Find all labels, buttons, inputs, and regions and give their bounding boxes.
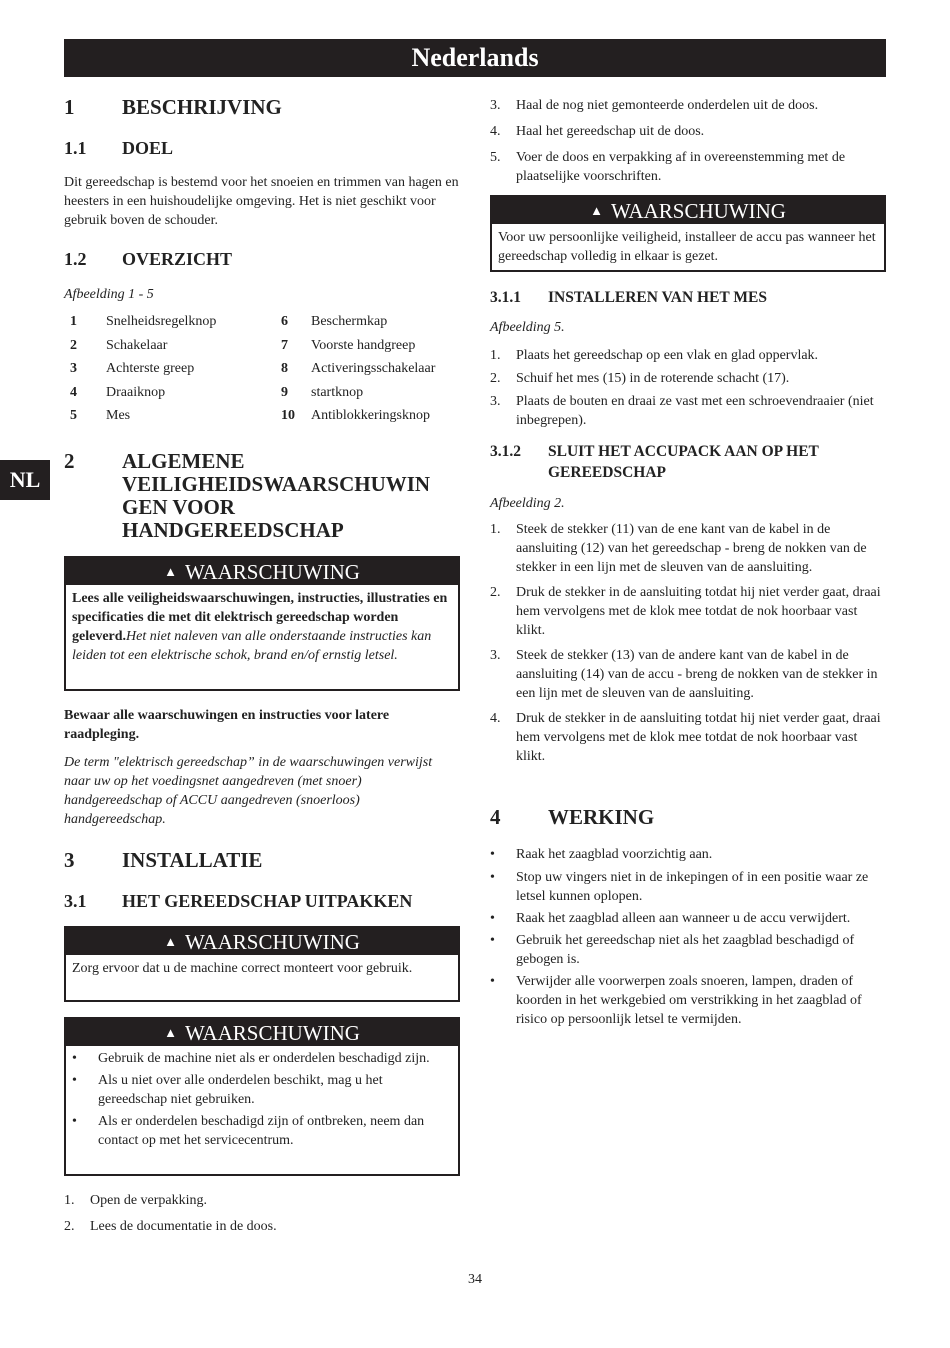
list-item: 3 Achterste greep — [70, 361, 195, 376]
list-item: • Raak het zaagblad alleen aan wanneer u de accu verwijdert. — [490, 911, 851, 926]
figure-reference: Afbeelding 5. — [490, 320, 565, 335]
blade-install-steps — [490, 346, 886, 430]
warning-italic-text: Het niet naleven van alle onderstaande instructies kan leiden tot een elektrische schok, brand en/of ernstig letsel. — [72, 629, 432, 663]
section-1-1-heading: 1.1 DOEL — [64, 138, 174, 158]
list-item: 1. Plaats het gereedschap op een vlak en glad oppervlak. — [490, 348, 819, 363]
language-side-tab: NL — [0, 460, 50, 500]
section-1-2-heading: 1.2 OVERZICHT — [64, 249, 233, 269]
unpack-steps-list-part1 — [64, 1191, 460, 1236]
warning-triangle-icon: ▲ — [164, 1025, 177, 1040]
list-item: 10 Antiblokkeringsknop — [281, 408, 430, 423]
list-item: 4 Draaiknop — [70, 385, 166, 400]
section-3-heading: 3 INSTALLATIE — [64, 848, 263, 872]
list-item: 9 startknop — [281, 385, 364, 400]
warning-box-battery — [490, 195, 886, 272]
page-number: 34 — [468, 1272, 482, 1287]
list-item: 2. Druk de stekker in de aansluiting totdat hij niet verder gaat, draai hem vervolgens met de klok mee totdat de nok hoorbaar vast klikt. — [490, 585, 881, 638]
list-item: 5 Mes — [70, 408, 131, 423]
warning-box-safety — [64, 556, 460, 691]
list-item: • Verwijder alle voorwerpen zoals snoeren, lampen, draden of koorden in het werkgebied om verstrikking in het zaagblad of risico op persoonlijk letsel te vermijden. — [490, 974, 862, 1027]
unpack-steps-list-part2 — [490, 96, 886, 186]
warning-header: ▲ WAARSCHUWING — [492, 197, 884, 224]
list-item: • Gebruik het gereedschap niet als het zaagblad beschadigd of gebogen is. — [490, 933, 855, 967]
warning-box-assembly — [64, 926, 460, 1002]
section-3-1-1-heading: 3.1.1 INSTALLEREN VAN HET MES — [490, 289, 767, 306]
list-item: 1 Snelheidsregelknop — [70, 314, 217, 329]
warning-triangle-icon: ▲ — [590, 203, 603, 218]
section-2-heading: 2 ALGEMENE VEILIGHEIDSWAARSCHUWIN GEN VOOR HANDGEREEDSCHAP — [64, 449, 431, 542]
battery-connect-steps — [490, 520, 886, 766]
list-item: 3. Haal de nog niet gemonteerde onderdelen uit de doos. — [490, 98, 819, 113]
list-item: 3. Steek de stekker (13) van de andere kant van de kabel in de aansluiting (14) van de accu - breng de nokken van de stekker in een lijn met de sleuven van de aansluiting. — [490, 648, 878, 701]
list-item: 2. Lees de documentatie in de doos. — [64, 1219, 277, 1234]
warning-header: ▲ WAARSCHUWING — [66, 928, 458, 955]
warning-header: ▲ WAARSCHUWING — [66, 558, 458, 585]
warning-header: ▲ WAARSCHUWING — [66, 1019, 458, 1046]
operation-bullets — [490, 845, 886, 1029]
keep-instructions-note: Bewaar alle waarschuwingen en instructies voor latere raadpleging. — [64, 708, 390, 742]
section-3-1-2-heading: 3.1.2 SLUIT HET ACCUPACK AAN OP HET GEREEDSCHAP — [490, 443, 819, 481]
list-item: • Als u niet over alle onderdelen beschikt, mag u het gereedschap niet gebruiken. — [72, 1073, 383, 1107]
list-item: 1. Open de verpakking. — [64, 1193, 208, 1208]
term-definition-note: De term "elektrisch gereedschap” in de waarschuwingen verwijst naar uw op het voedingsnet aangedreven (met snoer) handgereedschap of ACCU aangedreven (snoerloos) handgereedschap. — [64, 755, 433, 827]
list-item: 7 Voorste handgreep — [281, 338, 416, 353]
page-language-header: Nederlands — [64, 39, 886, 77]
list-item: 6 Beschermkap — [281, 314, 388, 329]
figure-reference: Afbeelding 2. — [490, 496, 565, 511]
list-item: 2 Schakelaar — [70, 338, 168, 353]
section-4-heading: 4 WERKING — [490, 805, 655, 829]
warning-box-parts — [64, 1017, 460, 1176]
list-item: 1. Steek de stekker (11) van de ene kant van de kabel in de aansluiting (12) van het gereedschap - breng de nokken van de stekker in een lijn met de sleuven van de aansluiting. — [490, 522, 867, 575]
warning-triangle-icon: ▲ — [164, 564, 177, 579]
section-1-1-text: Dit gereedschap is bestemd voor het snoeien en trimmen van hagen en heesters in een huishoudelijke omgeving. Het is niet geschikt voor gebruik boven de schouder. — [64, 175, 459, 228]
list-item: 8 Activeringsschakelaar — [281, 361, 436, 376]
list-item: 3. Plaats de bouten en draai ze vast met een schroevendraaier (niet inbegrepen). — [490, 394, 874, 428]
list-item: 4. Haal het gereedschap uit de doos. — [490, 124, 705, 139]
section-1-heading: 1 BESCHRIJVING — [64, 95, 282, 119]
warning-triangle-icon: ▲ — [164, 934, 177, 949]
section-3-1-heading: 3.1 HET GEREEDSCHAP UITPAKKEN — [64, 891, 413, 911]
figure-reference: Afbeelding 1 - 5 — [64, 287, 154, 302]
list-item: 2. Schuif het mes (15) in de roterende schacht (17). — [490, 371, 790, 386]
list-item: • Als er onderdelen beschadigd zijn of ontbreken, neem dan contact op met het servicecentrum. — [72, 1114, 425, 1148]
list-item: • Gebruik de machine niet als er onderdelen beschadigd zijn. — [72, 1051, 430, 1066]
list-item: 5. Voer de doos en verpakking af in overeenstemming met de plaatselijke voorschriften. — [490, 150, 846, 184]
list-item: 4. Druk de stekker in de aansluiting totdat hij niet verder gaat, draai hem vervolgens met de klok mee totdat de nok hoorbaar vast klikt. — [490, 711, 881, 764]
list-item: • Raak het zaagblad voorzichtig aan. — [490, 847, 713, 862]
warning-bold-text: Lees alle veiligheidswaarschuwingen, instructies, illustraties en specificaties die met dit elektrisch gereedschap worden geleverd. — [72, 591, 448, 644]
list-item: • Stop uw vingers niet in de inkepingen of in een positie waar ze letsel kunnen oplopen. — [490, 870, 869, 904]
warning-text: Zorg ervoor dat u de machine correct monteert voor gebruik. — [72, 961, 413, 976]
warning-text: Voor uw persoonlijke veiligheid, installeer de accu pas wanneer het gereedschap volledig in elkaar is gezet. — [498, 230, 876, 264]
